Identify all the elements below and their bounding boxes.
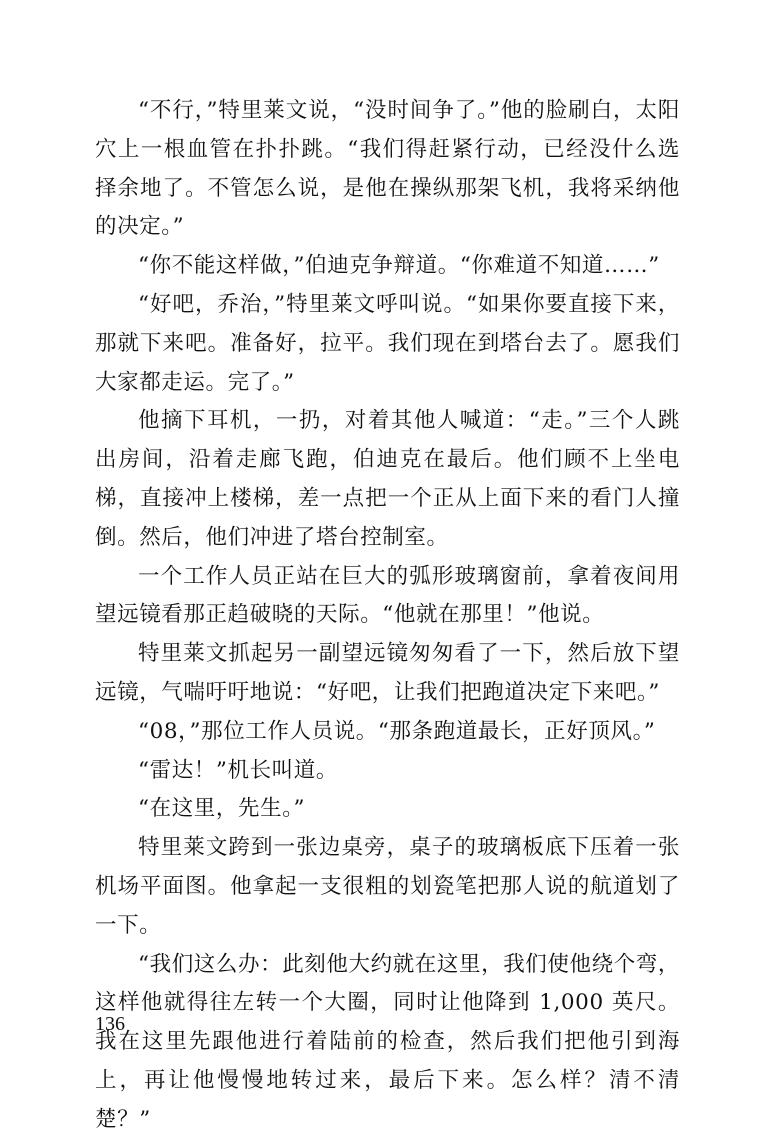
page-number: 136 xyxy=(95,1013,125,1035)
paragraph: “好吧，乔治，”特里莱文呼叫说。“如果你要直接下来，那就下来吧。准备好，拉平。我们现在到塔台去了。愿我们大家都走运。完了。” xyxy=(95,291,680,395)
paragraph: “在这里，先生。” xyxy=(138,796,306,822)
paragraph: 一个工作人员正站在巨大的弧形玻璃窗前，拿着夜间用望远镜看那正趋破晓的天际。“他就在那里！”他说。 xyxy=(95,563,680,628)
body-text xyxy=(95,92,680,1140)
paragraph: 特里莱文抓起另一副望远镜匆匆看了一下，然后放下望远镜，气喘吁吁地说：“好吧，让我们把跑道决定下来吧。” xyxy=(95,641,680,705)
paragraph: “08，”那位工作人员说。“那条跑道最长，正好顶风。” xyxy=(138,718,656,744)
paragraph: 他摘下耳机，一扔，对着其他人喊道：“走。”三个人跳出房间，沿着走廊飞跑，伯迪克在最后。他们顾不上坐电梯，直接冲上楼梯，差一点把一个正从上面下来的看门人撞倒。然后，他们冲进了塔台控制室。 xyxy=(95,408,680,550)
paragraph: “我们这么办：此刻他大约就在这里，我们使他绕个弯，这样他就得往左转一个大圈，同时让他降到 1,000 英尺。我在这里先跟他进行着陆前的检查，然后我们把他引到海上，再让他慢慢地转过来，最后下来。怎么样？清不清楚？” xyxy=(95,951,680,1132)
paragraph: “雷达！”机长叫道。 xyxy=(138,757,338,783)
paragraph: “不行，”特里莱文说，“没时间争了。”他的脸刷白，太阳穴上一根血管在扑扑跳。“我们得赶紧行动，已经没什么选择余地了。不管怎么说，是他在操纵那架飞机，我将采纳他的决定。” xyxy=(95,98,680,240)
paragraph: 特里莱文跨到一张边桌旁，桌子的玻璃板底下压着一张机场平面图。他拿起一支很粗的划瓷笔把那人说的航道划了一下。 xyxy=(95,835,680,938)
paragraph: “你不能这样做，”伯迪克争辩道。“你难道不知道……” xyxy=(138,253,660,279)
